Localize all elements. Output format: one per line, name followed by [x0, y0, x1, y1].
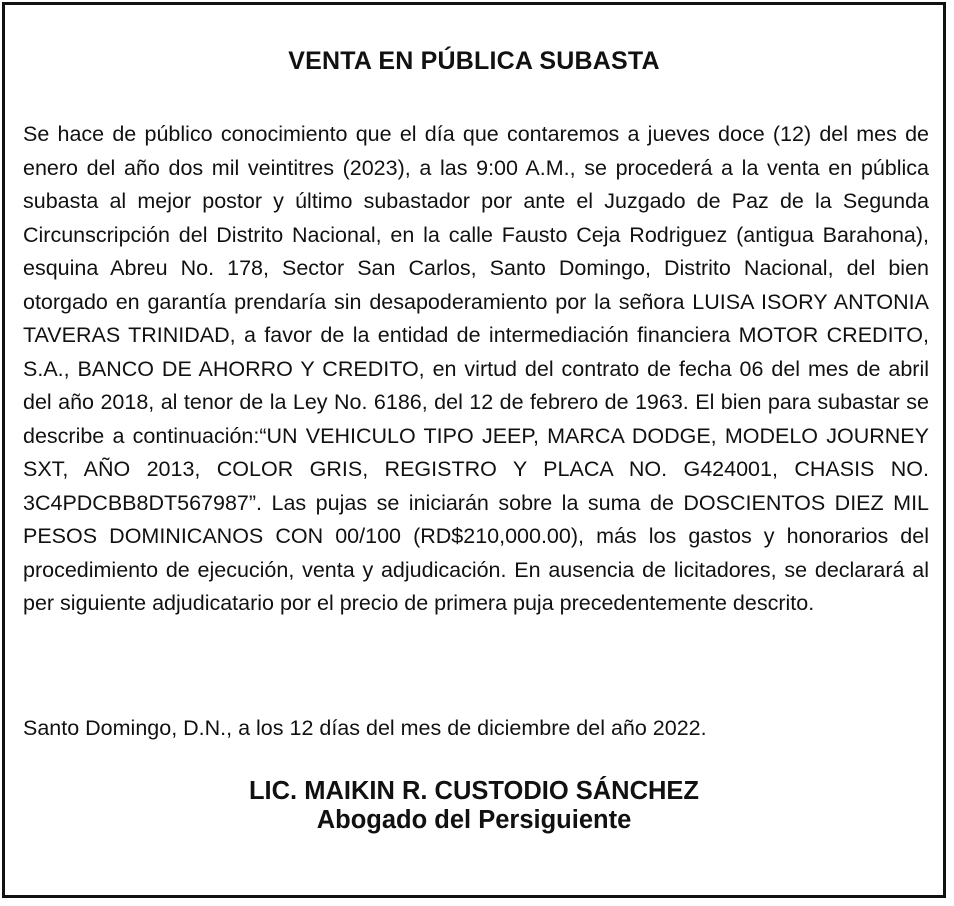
notice-body: Se hace de público conocimiento que el día que contaremos a jueves doce (12) del mes de enero del año dos mil veintitres (2023), a las 9:00 A.M., se procederá a la venta en pública subasta al mejor postor y último subastador por ante el Juzgado de Paz de la Segunda Circunscripción del Distrito Nacional, en la calle Fausto Ceja Rodriguez (antigua Barahona), esquina Abreu No. 178, Sector San Carlos, Santo Domingo, Distrito Nacional, del bien otorgado en garantía prendaría sin desapoderamiento por la señora LUISA ISORY ANTONIA TAVERAS TRINIDAD, a favor de la entidad de intermediación financiera MOTOR CREDITO, S.A., BANCO DE AHORRO Y CREDITO, en virtud del contrato de fecha 06 del mes de abril del año 2018, al tenor de la Ley No. 6186, del 12 de febrero de 1963. El bien para subastar se describe a continuación:“UN VEHICULO TIPO JEEP, MARCA DODGE, MODELO JOURNEY SXT, AÑO 2013, COLOR GRIS, REGISTRO Y PLACA NO. G424001, CHASIS NO. 3C4PDCBB8DT567987”. Las pujas se iniciarán sobre la suma de DOSCIENTOS DIEZ MIL PESOS DOMINICANOS CON 00/100 (RD$210,000.00), más los gastos y honorarios del procedimiento de ejecución, venta y adjudicación. En ausencia de licitadores, se declarará al per siguiente adjudicatario por el precio de primera puja precedentemente descrito. [23, 122, 929, 615]
signer-role: Abogado del Persiguiente [316, 806, 632, 834]
notice-title: VENTA EN PÚBLICA SUBASTA [288, 47, 660, 75]
signer-name: LIC. MAIKIN R. CUSTODIO SÁNCHEZ [248, 777, 700, 805]
notice-frame [2, 2, 946, 898]
signature-block [5, 777, 943, 835]
notice-date-line: Santo Domingo, D.N., a los 12 días del mes de diciembre del año 2022. [23, 716, 707, 740]
